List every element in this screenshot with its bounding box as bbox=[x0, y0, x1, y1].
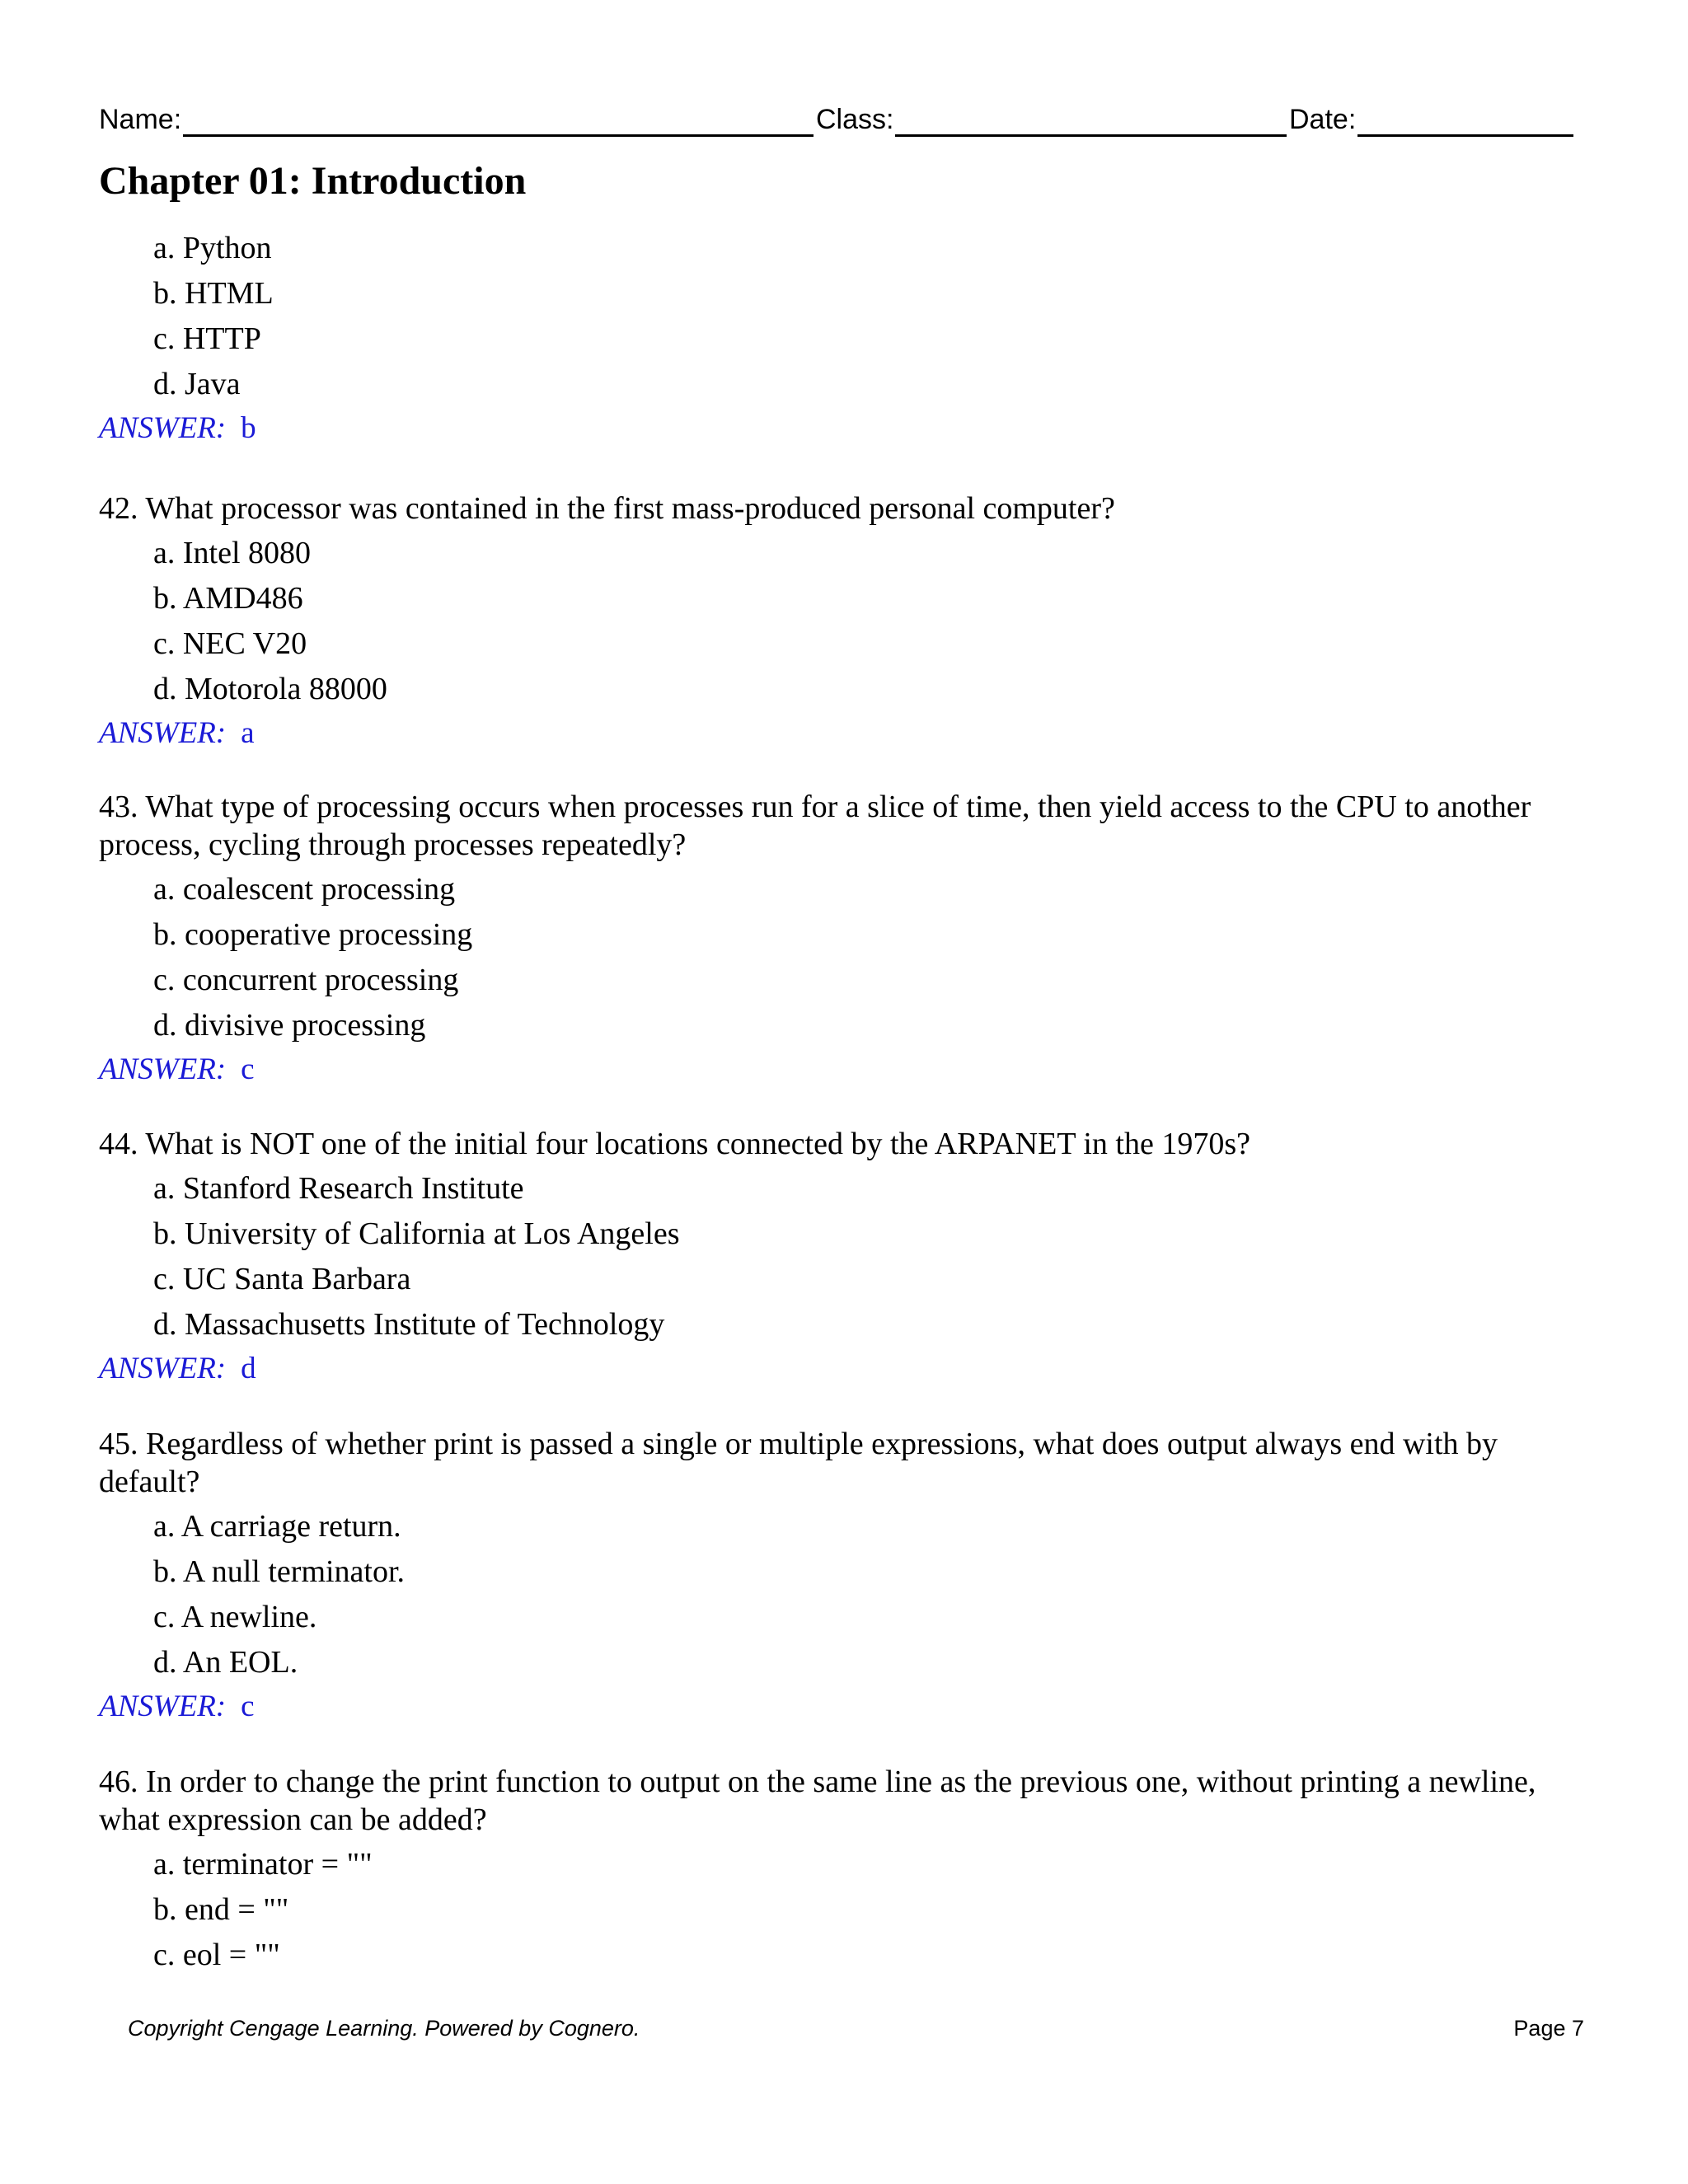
name-blank-line bbox=[183, 101, 814, 137]
answer-label: ANSWER: bbox=[99, 1352, 227, 1385]
answer-value: c bbox=[241, 1052, 255, 1086]
option-d: d. Java bbox=[153, 367, 241, 401]
question-42-options bbox=[99, 531, 1582, 712]
footer-page-number: Page 7 bbox=[1513, 2016, 1584, 2041]
option-d: d. Massachusetts Institute of Technology bbox=[153, 1307, 665, 1342]
answer-label: ANSWER: bbox=[99, 1052, 227, 1086]
date-blank-line bbox=[1357, 101, 1573, 137]
question-44-options bbox=[99, 1166, 1582, 1347]
option-b: b. AMD486 bbox=[153, 581, 303, 616]
question-41-block bbox=[99, 226, 1582, 450]
name-label: Name: bbox=[99, 104, 182, 135]
option-a: a. terminator = "" bbox=[153, 1847, 373, 1882]
class-blank-line bbox=[895, 101, 1287, 137]
answer-label: ANSWER: bbox=[99, 716, 227, 750]
question-42-text: 42. What processor was contained in the first mass-produced personal computer? bbox=[99, 491, 1115, 526]
option-b: b. end = "" bbox=[153, 1892, 289, 1927]
answer-value: a bbox=[241, 716, 255, 750]
option-a: a. coalescent processing bbox=[153, 872, 456, 907]
question-44-text: 44. What is NOT one of the initial four locations connected by the ARPANET in the 1970s? bbox=[99, 1127, 1251, 1161]
option-c: c. A newline. bbox=[153, 1600, 317, 1634]
option-c: c. UC Santa Barbara bbox=[153, 1262, 411, 1296]
option-d: d. Motorola 88000 bbox=[153, 672, 387, 706]
option-a: a. A carriage return. bbox=[153, 1509, 401, 1544]
answer-line bbox=[99, 712, 1582, 755]
footer-copyright: Copyright Cengage Learning. Powered by Cognero. bbox=[128, 2016, 640, 2041]
answer-line bbox=[99, 407, 1582, 450]
chapter-title: Chapter 01: Introduction bbox=[99, 159, 527, 203]
answer-line bbox=[99, 1685, 1582, 1728]
answer-line bbox=[99, 1048, 1582, 1091]
option-c: c. concurrent processing bbox=[153, 963, 459, 997]
option-c: c. HTTP bbox=[153, 321, 261, 356]
question-44-block bbox=[99, 1125, 1582, 1390]
question-41-options bbox=[99, 226, 1582, 407]
question-45-block bbox=[99, 1425, 1582, 1728]
question-43-options bbox=[99, 867, 1582, 1048]
option-b: b. cooperative processing bbox=[153, 917, 473, 952]
class-label: Class: bbox=[816, 104, 894, 135]
option-b: b. A null terminator. bbox=[153, 1554, 406, 1589]
question-42-block bbox=[99, 490, 1582, 755]
class-field bbox=[816, 96, 1287, 137]
name-field bbox=[99, 96, 814, 137]
option-a: a. Stanford Research Institute bbox=[153, 1171, 524, 1206]
answer-value: c bbox=[241, 1690, 255, 1723]
question-45-text: 45. Regardless of whether print is passed a single or multiple expressions, what does output always end with by default? bbox=[99, 1427, 1498, 1499]
option-d: d. An EOL. bbox=[153, 1645, 298, 1680]
answer-value: b bbox=[241, 411, 256, 445]
question-46-block bbox=[99, 1763, 1582, 1978]
option-a: a. Intel 8080 bbox=[153, 536, 312, 570]
option-a: a. Python bbox=[153, 231, 272, 265]
answer-label: ANSWER: bbox=[99, 1690, 227, 1723]
option-c: c. NEC V20 bbox=[153, 626, 307, 661]
answer-label: ANSWER: bbox=[99, 411, 227, 445]
answer-line bbox=[99, 1347, 1582, 1390]
option-c: c. eol = "" bbox=[153, 1938, 280, 1972]
question-46-options bbox=[99, 1842, 1582, 1978]
date-label: Date: bbox=[1289, 104, 1357, 135]
header-fields bbox=[99, 96, 1584, 137]
question-43-block bbox=[99, 788, 1582, 1091]
date-field bbox=[1289, 96, 1573, 137]
answer-value: d bbox=[241, 1352, 256, 1385]
question-46-text: 46. In order to change the print function to output on the same line as the previous one, without printing a newline, what expression can be added? bbox=[99, 1765, 1536, 1837]
option-d: d. divisive processing bbox=[153, 1008, 426, 1043]
question-45-options bbox=[99, 1504, 1582, 1685]
option-b: b. University of California at Los Angeles bbox=[153, 1216, 680, 1251]
option-b: b. HTML bbox=[153, 276, 274, 311]
question-43-text: 43. What type of processing occurs when processes run for a slice of time, then yield access to the CPU to another process, cycling through processes repeatedly? bbox=[99, 790, 1531, 862]
